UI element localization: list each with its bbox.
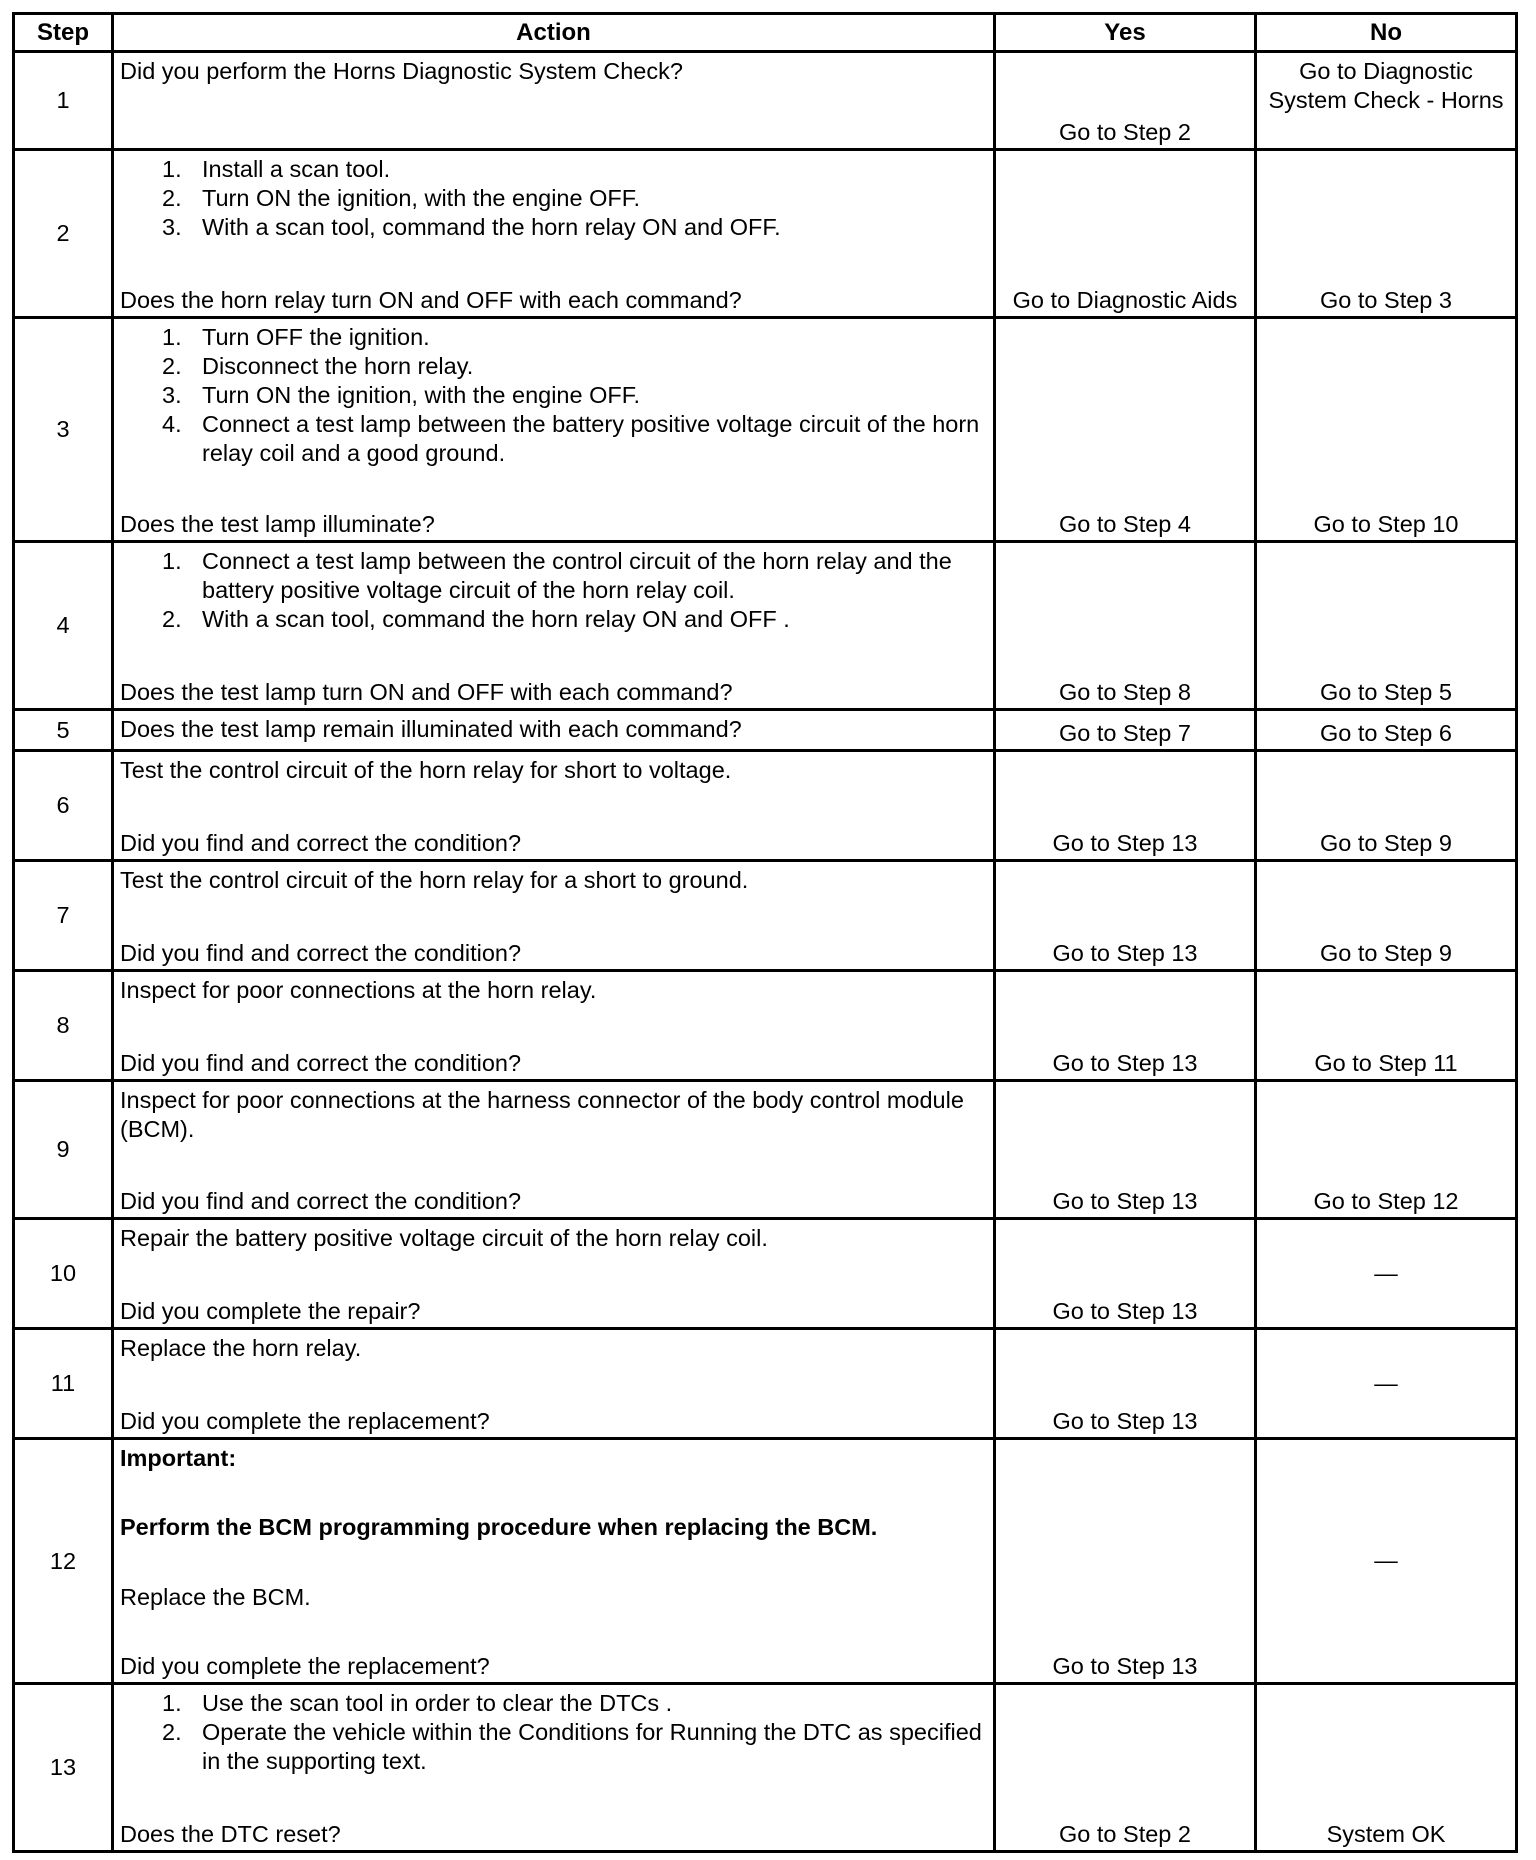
- no-cell: Go to Step 6: [1256, 710, 1517, 751]
- no-cell: System OK: [1256, 1684, 1517, 1852]
- action-question: Does the DTC reset?: [120, 1821, 341, 1847]
- procedure-list: [120, 1689, 987, 1776]
- diagnostic-table-sheet: [12, 12, 1518, 1853]
- action-text: Test the control circuit of the horn relay for a short to ground.: [120, 867, 749, 893]
- table-row: [14, 542, 1517, 710]
- step-number: 1: [14, 52, 113, 150]
- procedure-item: 2. With a scan tool, command the horn relay ON and OFF .: [162, 606, 790, 632]
- procedure-item: 1. Use the scan tool in order to clear the DTCs .: [162, 1690, 673, 1716]
- no-cell: Go to Step 10: [1256, 318, 1517, 542]
- yes-cell: Go to Step 7: [995, 710, 1256, 751]
- table-row: [14, 861, 1517, 971]
- action-question: Did you find and correct the condition?: [120, 830, 522, 856]
- action-question: Did you complete the replacement?: [120, 1408, 490, 1434]
- action-cell: [113, 150, 995, 318]
- step-number: 8: [14, 971, 113, 1081]
- action-text: Repair the battery positive voltage circuit of the horn relay coil.: [120, 1225, 768, 1251]
- action-question: Did you complete the replacement?: [120, 1652, 490, 1679]
- yes-cell: Go to Step 4: [995, 318, 1256, 542]
- procedure-item: 3. Turn ON the ignition, with the engine OFF.: [162, 382, 641, 408]
- procedure-item: 2. Operate the vehicle within the Conditions for Running the DTC as specified in the supporting text.: [162, 1719, 982, 1774]
- yes-cell: Go to Step 13: [995, 1329, 1256, 1439]
- action-cell: [113, 861, 995, 971]
- yes-cell: Go to Step 13: [995, 751, 1256, 861]
- procedure-list: [120, 155, 987, 242]
- table-row: [14, 1329, 1517, 1439]
- step-number: 12: [14, 1439, 113, 1684]
- action-cell: [113, 971, 995, 1081]
- step-number: 10: [14, 1219, 113, 1329]
- important-label: Important:: [120, 1445, 237, 1471]
- action-question: Does the test lamp illuminate?: [120, 511, 435, 537]
- step-number: 7: [14, 861, 113, 971]
- procedure-item: 1. Install a scan tool.: [162, 156, 391, 182]
- action-cell: [113, 1439, 995, 1684]
- no-cell: Go to Step 9: [1256, 861, 1517, 971]
- no-cell: Go to Step 9: [1256, 751, 1517, 861]
- step-number: 2: [14, 150, 113, 318]
- table-row: [14, 150, 1517, 318]
- step-number: 13: [14, 1684, 113, 1852]
- action-text: Test the control circuit of the horn relay for short to voltage.: [120, 757, 732, 783]
- table-row: [14, 971, 1517, 1081]
- table-row: [14, 52, 1517, 150]
- procedure-item: 3. With a scan tool, command the horn relay ON and OFF.: [162, 214, 781, 240]
- action-text: Inspect for poor connections at the horn relay.: [120, 977, 597, 1003]
- action-text: Did you perform the Horns Diagnostic System Check?: [120, 58, 683, 84]
- header-step: Step: [14, 14, 113, 52]
- no-cell: —: [1256, 1329, 1517, 1439]
- no-cell: —: [1256, 1219, 1517, 1329]
- action-cell: [113, 751, 995, 861]
- procedure-item: 1. Turn OFF the ignition.: [162, 324, 430, 350]
- step-number: 5: [14, 710, 113, 751]
- action-question: Did you find and correct the condition?: [120, 940, 522, 966]
- action-text: Replace the BCM.: [120, 1583, 311, 1610]
- step-number: 6: [14, 751, 113, 861]
- step-number: 11: [14, 1329, 113, 1439]
- step-number: 4: [14, 542, 113, 710]
- action-question: Did you complete the repair?: [120, 1298, 421, 1324]
- no-cell: Go to Step 11: [1256, 971, 1517, 1081]
- procedure-list: [120, 323, 987, 468]
- table-row: [14, 751, 1517, 861]
- action-cell: [113, 1329, 995, 1439]
- action-cell: [113, 542, 995, 710]
- header-action: Action: [113, 14, 995, 52]
- procedure-item: 2. Disconnect the horn relay.: [162, 353, 474, 379]
- action-cell: [113, 1684, 995, 1852]
- yes-cell: Go to Step 2: [995, 1684, 1256, 1852]
- yes-cell: Go to Step 13: [995, 1219, 1256, 1329]
- no-cell: Go to Diagnostic System Check - Horns: [1256, 52, 1517, 150]
- yes-cell: Go to Step 13: [995, 971, 1256, 1081]
- yes-cell: Go to Step 13: [995, 861, 1256, 971]
- yes-cell: Go to Step 13: [995, 1081, 1256, 1219]
- action-text: Inspect for poor connections at the harness connector of the body control module (BCM).: [120, 1087, 964, 1142]
- no-cell: Go to Step 3: [1256, 150, 1517, 318]
- table-row: [14, 1219, 1517, 1329]
- yes-cell: Go to Step 13: [995, 1439, 1256, 1684]
- action-cell: [113, 710, 995, 751]
- yes-cell: Go to Step 8: [995, 542, 1256, 710]
- action-cell: [113, 52, 995, 150]
- header-yes: Yes: [995, 14, 1256, 52]
- procedure-item: 4. Connect a test lamp between the battery positive voltage circuit of the horn relay coil and a good ground.: [162, 411, 980, 466]
- yes-cell: Go to Step 2: [995, 52, 1256, 150]
- action-text: Does the test lamp remain illuminated with each command?: [120, 716, 742, 742]
- action-text: Replace the horn relay.: [120, 1335, 362, 1361]
- table-row: [14, 318, 1517, 542]
- action-cell: [113, 1081, 995, 1219]
- table-row: [14, 710, 1517, 751]
- table-row: [14, 1439, 1517, 1684]
- header-row: [14, 14, 1517, 52]
- important-note: Perform the BCM programming procedure when replacing the BCM.: [120, 1514, 878, 1541]
- yes-cell: Go to Diagnostic Aids: [995, 150, 1256, 318]
- no-cell: —: [1256, 1439, 1517, 1684]
- header-no: No: [1256, 14, 1517, 52]
- step-number: 9: [14, 1081, 113, 1219]
- table-row: [14, 1081, 1517, 1219]
- procedure-list: [120, 547, 987, 634]
- diagnostic-table: [12, 12, 1518, 1853]
- action-question: Did you find and correct the condition?: [120, 1050, 522, 1076]
- procedure-item: 1. Connect a test lamp between the control circuit of the horn relay and the battery positive voltage circuit of the horn relay coil.: [162, 548, 952, 603]
- no-cell: Go to Step 12: [1256, 1081, 1517, 1219]
- action-question: Did you find and correct the condition?: [120, 1188, 522, 1214]
- table-row: [14, 1684, 1517, 1852]
- step-number: 3: [14, 318, 113, 542]
- procedure-item: 2. Turn ON the ignition, with the engine OFF.: [162, 185, 641, 211]
- action-question: Does the test lamp turn ON and OFF with each command?: [120, 679, 733, 705]
- no-cell: Go to Step 5: [1256, 542, 1517, 710]
- action-question: Does the horn relay turn ON and OFF with each command?: [120, 287, 742, 313]
- action-cell: [113, 1219, 995, 1329]
- action-cell: [113, 318, 995, 542]
